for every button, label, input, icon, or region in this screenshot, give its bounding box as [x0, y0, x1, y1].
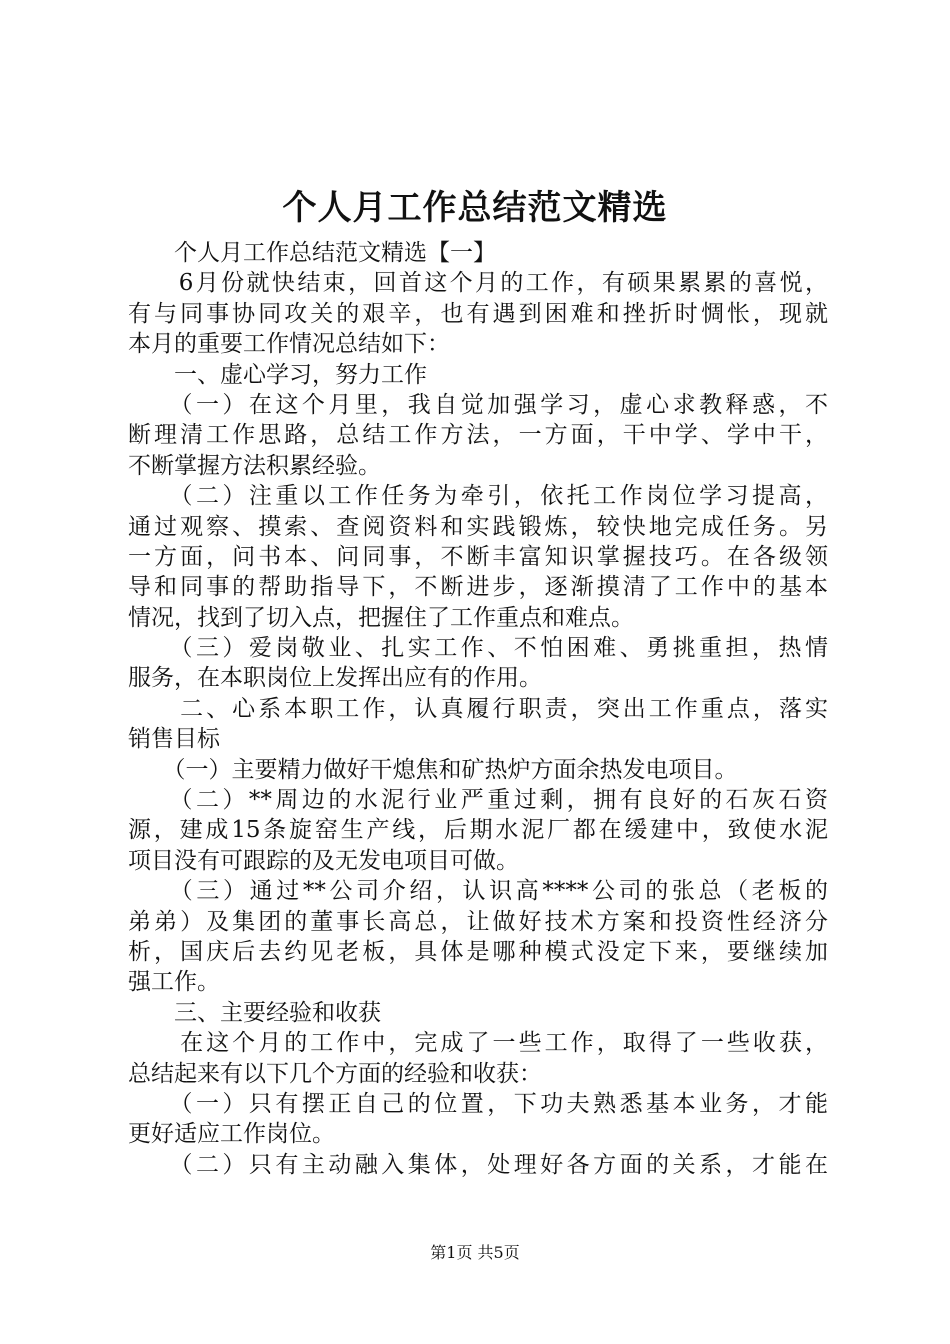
text-line: 情况，找到了切入点，把握住了工作重点和难点。	[128, 604, 634, 631]
document-body	[128, 238, 828, 1180]
text-line: 一、虚心学习，努力工作	[128, 361, 427, 388]
text-line: 在这个月的工作中，完成了一些工作，取得了一些收获，	[128, 1030, 828, 1057]
text-line: （一）只有摆正自己的位置，下功夫熟悉基本业务，才能	[128, 1090, 828, 1117]
text-line: 二、心系本职工作，认真履行职责，突出工作重点，落实	[128, 695, 828, 722]
page-title: 个人月工作总结范文精选	[282, 188, 668, 228]
text-line: 本月的重要工作情况总结如下：	[128, 331, 450, 358]
text-line: （三）爱岗敬业、扎实工作、不怕困难、勇挑重担，热情	[128, 635, 828, 662]
text-line: 源，建成15条旋窑生产线，后期水泥厂都在缓建中，致使水泥	[128, 817, 828, 844]
text-line: 三、主要经验和收获	[128, 999, 381, 1026]
text-line: 通过观察、摸索、查阅资料和实践锻炼，较快地完成任务。另	[128, 513, 828, 540]
text-line: 项目没有可跟踪的及无发电项目可做。	[128, 847, 519, 874]
text-line: （一）在这个月里，我自觉加强学习，虚心求教释惑，不	[128, 391, 828, 418]
text-line: 销售目标	[128, 726, 220, 753]
text-line: 导和同事的帮助指导下，不断进步，逐渐摸清了工作中的基本	[128, 574, 828, 601]
text-line: 一方面，问书本、问同事，不断丰富知识掌握技巧。在各级领	[128, 543, 828, 570]
page-footer: 第1页 共5页	[430, 1243, 520, 1262]
text-line: 总结起来有以下几个方面的经验和收获：	[128, 1060, 542, 1087]
text-line: （二）注重以工作任务为牵引，依托工作岗位学习提高，	[128, 483, 828, 510]
text-line: 强工作。	[128, 969, 220, 996]
text-line: 不断掌握方法积累经验。	[128, 452, 381, 479]
text-line: （一）主要精力做好干熄焦和矿热炉方面余热发电项目。	[128, 756, 738, 783]
text-line: 更好适应工作岗位。	[128, 1121, 335, 1148]
text-line: 析，国庆后去约见老板，具体是哪种模式没定下来，要继续加	[128, 938, 828, 965]
text-line: （二）**周边的水泥行业严重过剩，拥有良好的石灰石资	[128, 787, 828, 814]
text-line: 弟弟）及集团的董事长高总，让做好技术方案和投资性经济分	[128, 908, 828, 935]
text-line: 个人月工作总结范文精选【一】	[128, 240, 496, 266]
text-line: 有与同事协同攻关的艰辛，也有遇到困难和挫折时惆怅，现就	[128, 300, 828, 327]
text-line: （二）只有主动融入集体，处理好各方面的关系，才能在	[128, 1151, 828, 1178]
text-line: 服务，在本职岗位上发挥出应有的作用。	[128, 665, 542, 692]
text-line: 6月份就快结束，回首这个月的工作，有硕果累累的喜悦，	[128, 270, 828, 297]
text-line: 断理清工作思路，总结工作方法，一方面，干中学、学中干，	[128, 422, 828, 449]
text-line: （三）通过**公司介绍，认识高****公司的张总（老板的	[128, 878, 828, 905]
